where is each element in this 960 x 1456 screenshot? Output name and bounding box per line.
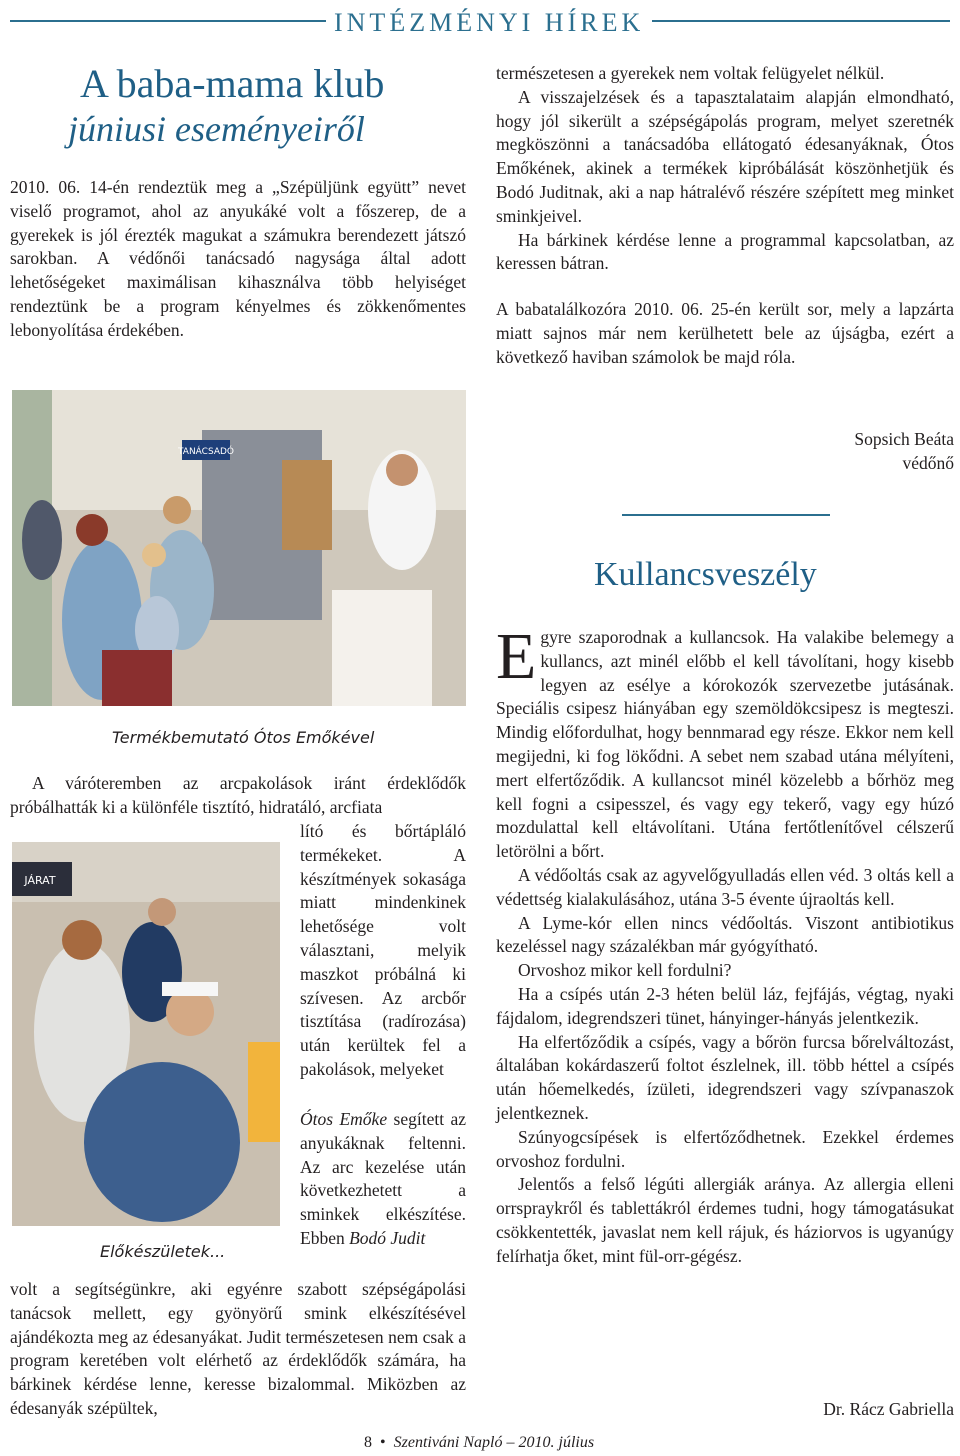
photo2-caption: Előkészületek... [100, 1242, 226, 1261]
photo-preparations-image [12, 842, 280, 1226]
photo-preparations [12, 842, 280, 1226]
author-role: védőnő [902, 453, 954, 473]
photo-product-demo-image [12, 390, 466, 706]
page-number: 8 [364, 1434, 372, 1451]
body-paragraph-side [300, 820, 466, 1082]
body-paragraph-side-text: lító és bőrtápláló termékeket. A készítmények sokasága miatt mindenkinek lehetősége volt választani, melyik maszkot próbálná ki szívesen. Az arcbőr tisztítása (radírozása) után kerültek fel a pakolások, melyeket [300, 821, 466, 1079]
article2-title: Kullancsveszély [594, 556, 817, 593]
svg-text:JÁRAT: JÁRAT [24, 874, 56, 887]
photo-product-demo [12, 390, 466, 706]
photo1-caption: Termékbemutató Ótos Emőkével [112, 728, 375, 747]
col2-text: természetesen a gyerekek nem voltak felügyelet nélkül. A visszajelzések és a tapasztalataim alapján elmondható, hogy jól sikerült a szépségápolás program, melyet szeretnék megköszönni a tanácsadóba ellátogató édesanyáknak, Ótos Emőkének, akinek a termékek kipróbálását köszönhetjük és Bodó Juditnak, aki a nap hátralévő részére szépített meg minket sminkjeivel. Ha bárkinek kérdése lenne a programmal kapcsolatban, az keressen bátran. A babatalálkozóra 2010. 06. 25-én került sor, mely a lapzárta miatt sajnos már nem kerülhetett bele az újságba, ezért a következő haviban számolok be majd róla. [496, 63, 954, 367]
page-footer [364, 1434, 594, 1452]
article-title: A baba-mama klub [80, 61, 385, 106]
svg-text:TANÁCSADÓ: TANÁCSADÓ [177, 447, 235, 457]
footer-bullet: • [380, 1434, 386, 1451]
article2-body: Egyre szaporodnak a kullancsok. Ha valakibe belemegy a kullancs, azt minél előbb el kell távolítani, hogy kisebb legyen az esélye a kórokozók szervezetbe jutásának. Speciális csipesz hiányában egy szemöldökcsipesz is megteszi. Mindig előfordulhat, hogy bennmarad egy része. Ekkor nem kell megijedni, ki fog lökődni. A sebet nem szabad utána mélyíteni, mert elfertőződik. A kullancsot minél közelebb a bőrhöz meg kell fogni a csipesszel, és vagy egy tekerő, vagy egy húzó mozdulattal kell eltávolítani. Utána fertőtlenítővel célszerű letörölni a bőrt. A védőoltás csak az agyvelőgyulladás ellen véd. 3 oltás kell a védettség kialakulásához, utána 3-5 évente újraoltás kell. A Lyme-kór ellen nincs védőoltás. Viszont antibiotikus kezeléssel nagy százalékban már gyógyítható. Orvoshoz mikor kell fordulni? Ha a csípés után 2-3 héten belül láz, fejfájás, végtag, nyaki fájdalom, idegrendszeri tünet, hányinger-hányás jelentkezik. Ha elfertőződik a csípés, vagy a bőrön furcsa bőrelváltozást, általában kokárdaszerű foltot észlelnek, ill. több héttel a csípés után hőemelkedés, ízületi, idegrendszeri vagy szívpanaszok jelentkeznek. Szúnyogcsípések is elfertőződhetnek. Ezekkel érdemes orvoshoz fordulni. Jelentős a felső légúti allergiák aránya. Az allergia elleni orrspraykről és tablettákról érdemes tudni, hogy támogatásukat csökkentették, javaslat nem kell rájuk, és háziorvos is ugyanúgy felírhatja őket, mint fül-orr-gégész. [496, 620, 954, 1266]
body-paragraph-continued: Ótos Emőke segített az anyukáknak feltenni. Az arc kezelése után következhetett a sminkek elkészítése. Ebben Bodó Judit [300, 1109, 467, 1248]
person-name-judit: Bodó Judit [349, 1227, 426, 1248]
person-name-emoke: Ótos Emőke [300, 1109, 388, 1129]
body-paragraph-end: volt a segítségünkre, aki egyénre szabott szépségápolási tanácsok mellett, egy gyönyörű smink elkészítésével ajándékozta meg az édesanyákat. Judit természetesen nem csak a program keretében volt elérhető az érdeklődők számára, ha bárkinek kérdése lenne, keresse bizalommal. Miközben az édesanyák szépültek, [10, 1279, 466, 1418]
intro-paragraph: 2010. 06. 14-én rendeztük meg a „Szépüljünk együtt” nevet viselő programot, ahol az anyukáké volt a főszerep, de a gyerekek is jól érezték magukat a számukra berendezett játszó sarokban. A védőnői tanácsadó nagysága által adott lehetőségeket maximálisan kihasználva több helyiséget rendeztünk be a program kényelmes és zökkenőmentes lebonyolítása érdekében. [10, 177, 466, 340]
article-subtitle: júniusi eseményeiről [68, 109, 365, 149]
drop-cap: E [496, 620, 537, 693]
author-name: Sopsich Beáta [854, 429, 954, 449]
article-separator [622, 514, 830, 516]
article2-author: Dr. Rácz Gabriella [823, 1399, 954, 1419]
publication-name: Szentiváni Napló – 2010. július [393, 1434, 595, 1451]
body-paragraph-intro: A váróteremben az arcpakolások iránt érdeklődők próbálhatták ki a különféle tisztító, hidratáló, arcfiata [10, 773, 466, 817]
section-header: INTÉZMÉNYI HÍREK [326, 8, 652, 38]
